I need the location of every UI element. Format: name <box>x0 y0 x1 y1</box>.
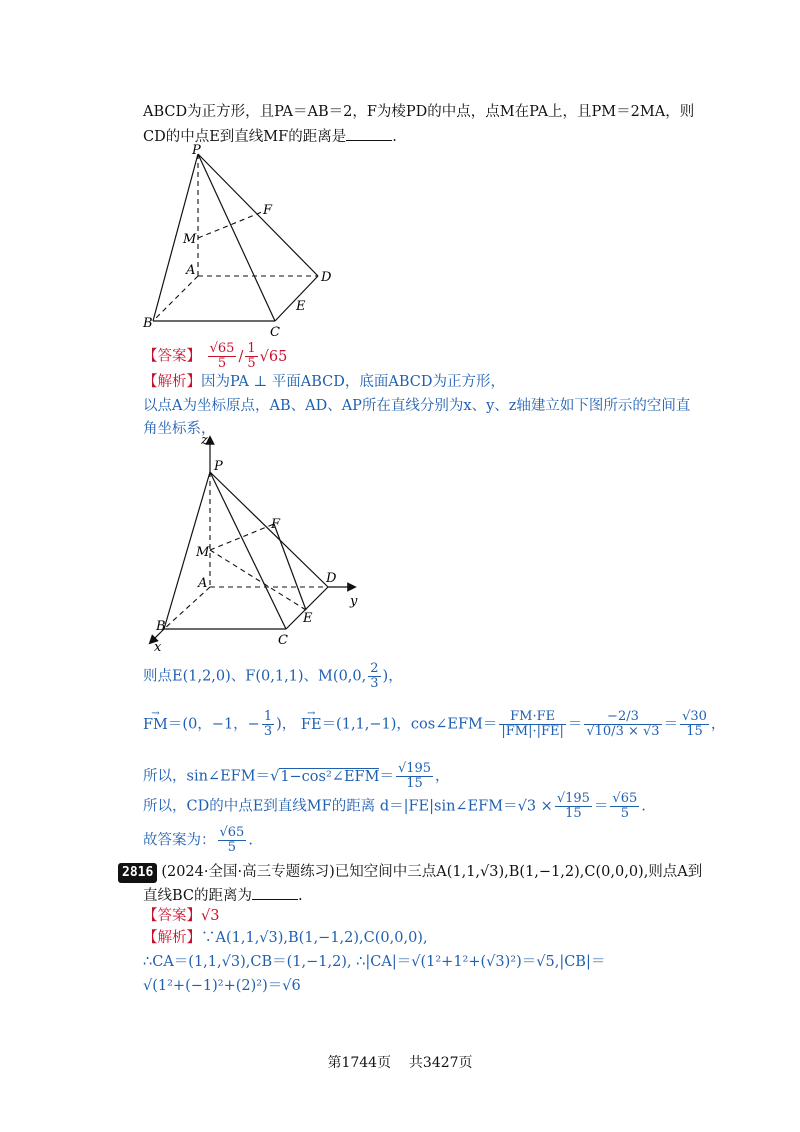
label-D2: D <box>326 571 337 586</box>
answer-line-1: 【答案】 $\frac{√65}{5}$ / $\frac{1}{5}$ √65 <box>143 341 288 371</box>
page-number: 第1744页 <box>327 1055 392 1071</box>
problem2-line2: 直线BC的距离为 . <box>143 885 303 906</box>
problem2-line1: 2816 (2024·全国·高三专题练习)已知空间中三点A(1,1,√3),B(1,−1,2),C(0,0,0),则点A到 <box>118 862 702 883</box>
page-total: 共3427页 <box>408 1055 473 1071</box>
analysis-line-3: 角坐标系， <box>143 421 216 437</box>
analysis-line-1: 【解析】因为PA ⊥ 平面ABCD，底面ABCD为正方形， <box>143 374 505 390</box>
page-footer <box>0 1052 800 1072</box>
problem-text-line1: ABCD为正方形，且PA＝AB＝2，F为棱PD的中点，点M在PA上，且PM＝2MA，则 <box>143 104 695 120</box>
pyramid-figure-1 <box>130 140 350 340</box>
analysis-line-2: 以点A为坐标原点，AB、AD、AP所在直线分别为x、y、z轴建立如下图所示的空间直 <box>143 398 691 414</box>
vectors-line: → FM＝(0，−1，− $\frac{1}{3}$ )， → FE＝(1,1,−1)，cos∠EFM＝ $\frac{FM\cdot FE}{|FM|\cdot|FE|}$ ＝ $\frac{-2/3}{√10/3 \times √3}$ ＝ $\frac{√30}{15}$ ， <box>143 710 725 739</box>
label-M: M <box>183 232 197 247</box>
coords-line: 则点E(1,2,0)、F(0,1,1)、M(0,0, $\frac{2}{3}$ )， <box>143 661 403 691</box>
label-F2: F <box>271 517 281 532</box>
answer-fraction-b: $\frac{1}{5}$ <box>247 341 256 371</box>
answer-fraction-a: $\frac{√65}{5}$ <box>209 341 235 371</box>
label-B: B <box>143 316 153 331</box>
answer-line-2: 【答案】√3 <box>143 908 220 924</box>
label-y: y <box>350 594 358 609</box>
label-D: D <box>321 270 332 285</box>
distance-line: 所以，CD的中点E到直线MF的距离 d＝|FE|sin∠EFM＝√3 × $\frac{√195}{15}$ ＝ $\frac{√65}{5}$ . <box>143 791 646 821</box>
label-A2: A <box>198 576 208 591</box>
label-B2: B <box>156 619 166 634</box>
analysis2-line-1: 【解析】∵A(1,1,√3),B(1,−1,2),C(0,0,0), <box>143 930 428 946</box>
problem-text-line2: CD的中点E到直线MF的距离是 . <box>143 126 397 147</box>
sine-line: 所以，sin∠EFM＝√1−cos²∠EFM＝ $\frac{√195}{15}$ ， <box>143 761 450 791</box>
label-E: E <box>296 299 306 314</box>
label-P: P <box>192 143 201 158</box>
label-z: z <box>201 433 208 448</box>
label-A: A <box>186 263 196 278</box>
answer-blank <box>346 126 392 141</box>
label-E2: E <box>303 611 313 626</box>
label-C2: C <box>278 633 288 648</box>
label-M2: M <box>196 545 210 560</box>
pyramid-figure-2 <box>140 432 370 652</box>
question-number: 2816 <box>118 863 157 883</box>
label-P2: P <box>214 459 223 474</box>
analysis2-line-3: √(1²+(−1)²+(2)²)＝√6 <box>143 978 301 994</box>
analysis2-line-2: ∴CA＝(1,1,√3),CB＝(1,−1,2), ∴|CA|＝√(1²+1²+(√3)²)＝√5,|CB|＝ <box>143 954 606 970</box>
final-answer-line: 故答案为： $\frac{√65}{5}$ . <box>143 825 253 855</box>
label-C: C <box>270 325 280 340</box>
label-x: x <box>154 640 162 652</box>
answer-blank-2 <box>252 885 298 900</box>
label-F: F <box>263 203 273 218</box>
